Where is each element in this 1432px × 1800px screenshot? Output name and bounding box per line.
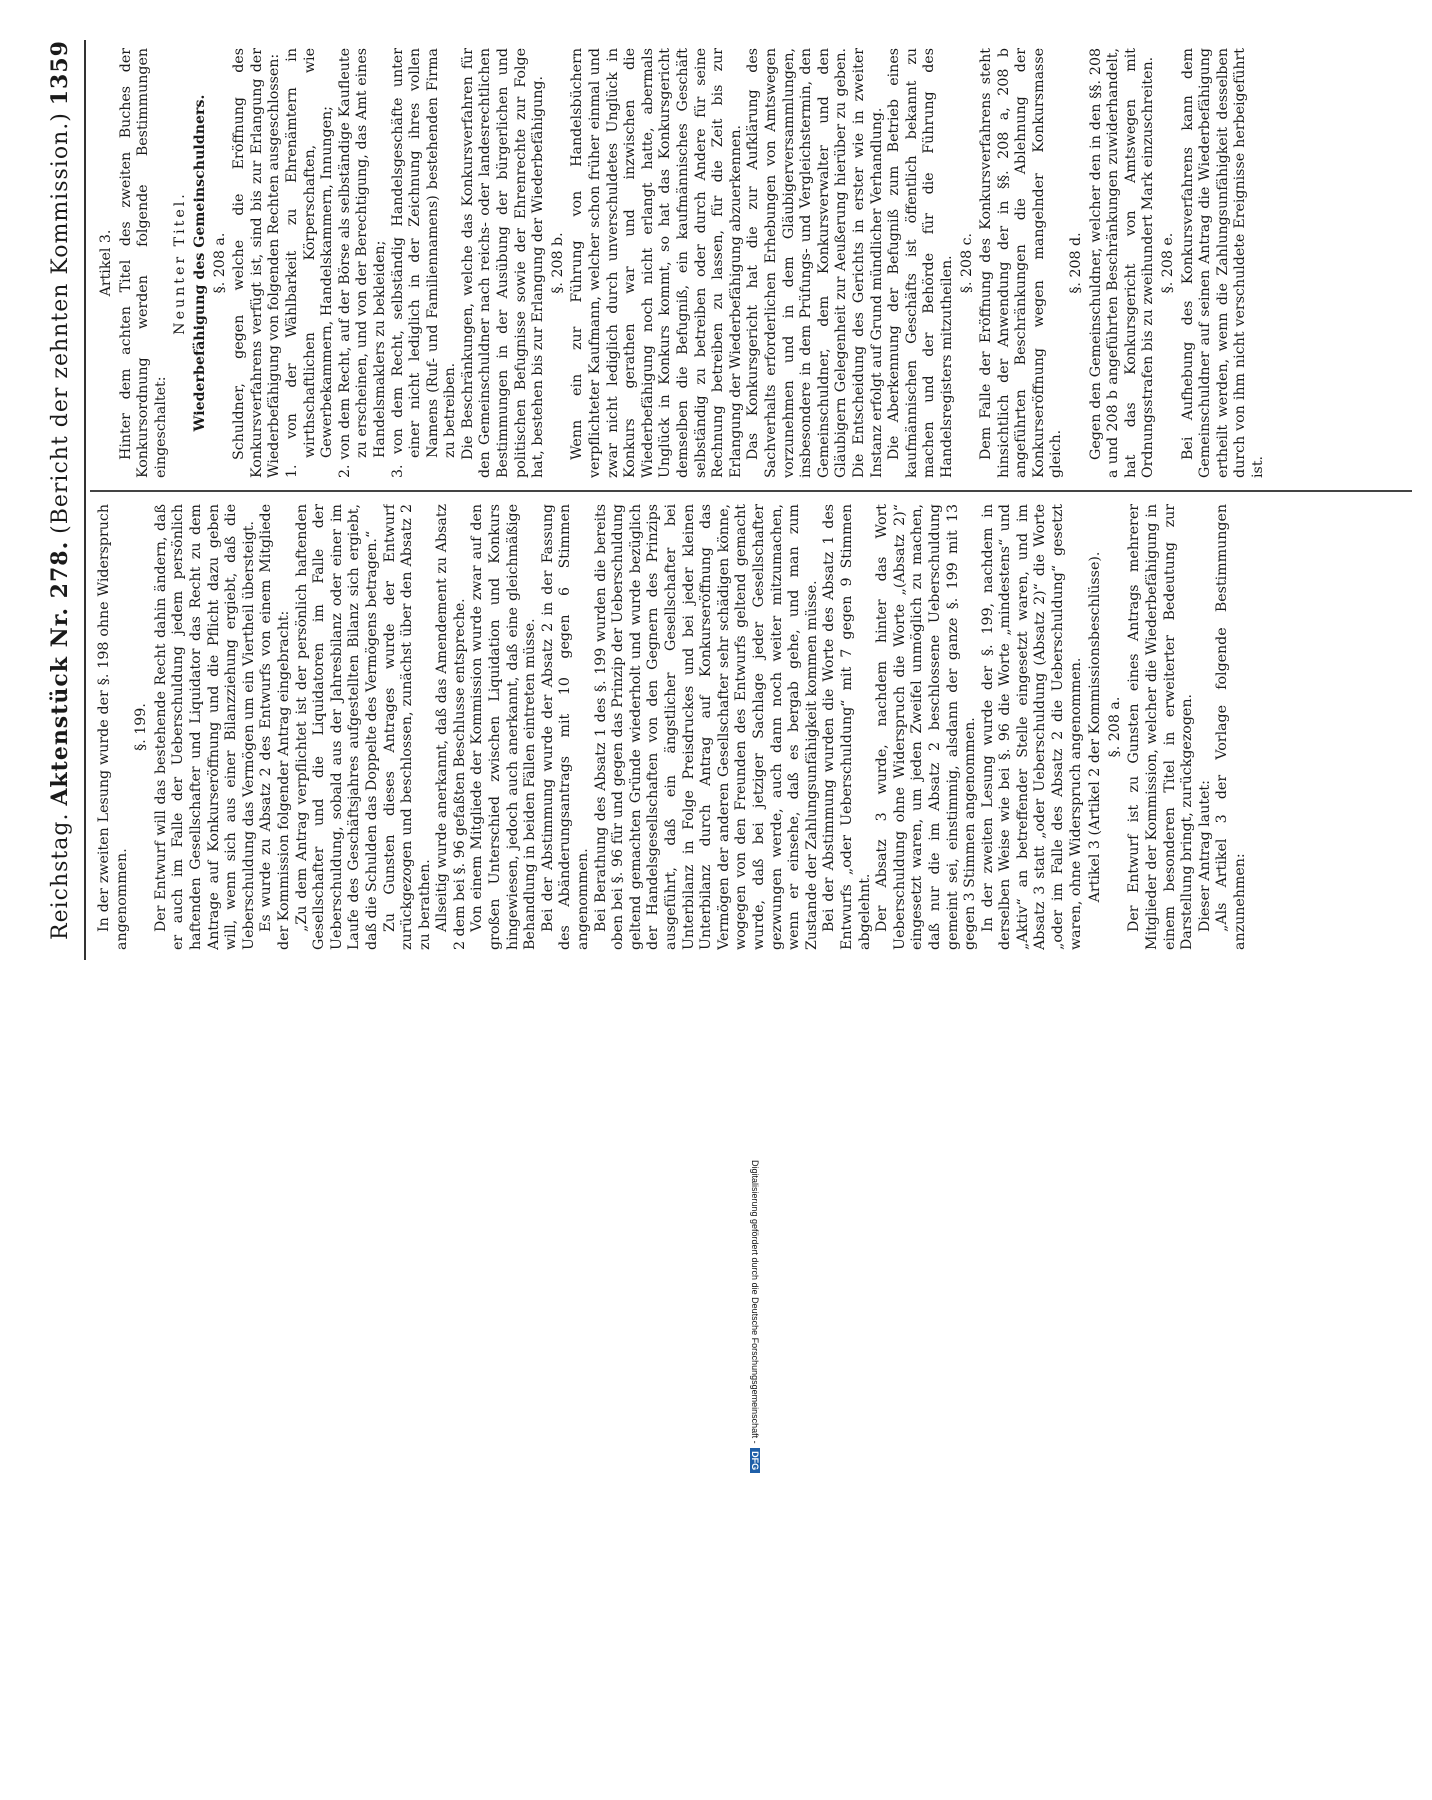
right-paragraph: Die Aberkennung der Befugniß zum Betrieb eines kaufmännischen Geschäfts ist öffentlich bekannt zu machen und der Behörde für die Führung des Handelsregisters mitzutheilen. [886, 48, 955, 478]
left-paragraph: Allseitig wurde anerkannt, daß das Amendement zu Absatz 2 dem bei §. 96 gefaßten Beschlusse entspreche. [434, 504, 468, 950]
left-paragraph: Bei der Abstimmung wurde der Absatz 2 in der Fassung des Abänderungsantrags mit 10 gegen 6 Stimmen angenommen. [539, 504, 592, 950]
left-paragraph: Es wurde zu Absatz 2 des Entwurfs von einem Mitgliede der Kommission folgender Antrag eingebracht: [258, 504, 292, 950]
left-section-heading: Artikel 3 (Artikel 2 der Kommissionsbeschlüsse). [1087, 551, 1104, 903]
left-paragraph: „Zu dem Antrag verpflichtet ist der persönlich haftenden Gesellschafter und die Liquidatoren im Falle der Ueberschuldung, sobald aus der Jahresbilanz oder einer im Laufe des Geschäftsjahres aufgestellten Bilanz sich ergiebt, daß die Schulden das Doppelte des Vermögens betragen.“ [293, 504, 380, 950]
left-paragraph: Der Entwurf ist zu Gunsten eines Antrags mehrerer Mitglieder der Kommission, welcher die Wiederbefähigung in einem besonderen Titel in erweiterter Bedeutung zur Darstellung bringt, zurückgezogen. [1126, 504, 1196, 950]
left-paragraph: Bei Berathung des Absatz 1 des §. 199 wurden die bereits oben bei §. 96 für und gegen das Prinzip der Ueberschuldung geltend gemachten Gründe wiederholt und wurde bezüglich der Handelsgesellschaften von den Gegnern des Prinzips ausgeführt, daß ein ängstlicher Gesellschafter bei Unterbilanz in Folge Preisdruckes und bei jeder kleinen Unterbilanz durch Antrag auf Konkurseröffnung das Vermögen der anderen Gesellschafter sehr schädigen könne, wogegen von den Freunden des Entwurfs geltend gemacht wurde, daß bei jetziger Sachlage jeder Gesellschafter gezwungen werde, auch dann noch weiter mitzumachen, wenn er einsehe, daß es bergab gehe, und man zum Zustande der Zahlungsunfähigkeit kommen müsse. [592, 504, 820, 950]
digitization-credit [750, 1160, 760, 1800]
left-section-heading: §. 199. [133, 703, 150, 751]
right-paragraph: Das Konkursgericht hat die zur Aufklärung des Sachverhalts erforderlichen Erhebungen von Amtswegen vorzunehmen und in dem Gläubigerversammlungen, insbesondere in dem Prüfungs- und Vergleichstermin, den Gemeinschuldner, dem Konkursverwalter und den Gläubigern Gelegenheit zur Aeußerung hierüber zu geben. Die Entscheidung des Gerichts in erster wie in zweiter Instanz erfolgt auf Grund mündlicher Verhandlung. [745, 48, 885, 478]
right-section-heading: §. 208 a. [211, 232, 228, 294]
right-section-heading: Artikel 3. [98, 229, 114, 297]
right-title-heading: Wiederbefähigung des Gemeinschuldners. [191, 94, 208, 432]
right-paragraph: Dem Falle der Eröffnung des Konkursverfahrens steht hinsichtlich der Anwendung der in §§. 208 a, 208 b angeführten Beschränkungen die Ablehnung der Konkurseröffnung wegen mangelnder Konkursmasse gleich. [978, 48, 1065, 478]
right-list-item: 1. von der Wählbarkeit zu Ehrenämtern in wirthschaftlichen Körperschaften, wie Gewerbekammern, Handelskammern, Innungen; [283, 48, 336, 478]
left-paragraph: Dieser Antrag lautet: [1196, 780, 1213, 932]
left-paragraph: Von einem Mitgliede der Kommission wurde zwar auf den großen Unterschied zwischen Liquidation und Konkurs hingewiesen, jedoch auch anerkannt, daß eine gleichmäßige Behandlung in beiden Fällen eintreten müsse. [469, 504, 539, 950]
header-rule [84, 40, 86, 960]
right-section-heading: §. 208 e. [1160, 232, 1177, 294]
dfg-badge: DFG [750, 1448, 760, 1473]
left-paragraph: Bei der Abstimmung wurden die Worte des Absatz 1 des Entwurfs „oder Ueberschuldung“ mit 7 gegen 9 Stimmen abgelehnt. [821, 504, 873, 950]
left-paragraph: „Als Artikel 3 der Vorlage folgende Bestimmungen anzunehmen: [1214, 504, 1248, 950]
right-list-item: 3. von dem Recht, selbständig Handelsgeschäfte unter einer nicht lediglich in der Zeichnung ihres vollen Namens (Ruf- und Familiennamens) bestehenden Firma zu betreiben. [389, 48, 459, 478]
header-document-number: Aktenstück Nr. 278. [47, 540, 73, 806]
left-paragraph: Der Entwurf will das bestehende Recht dahin ändern, daß er auch im Falle der Ueberschuldung jedem persönlich haftenden Gesellschafter und Liquidator das Recht zu dem Antrage auf Konkurseröffnung und die Pflicht dazu geben will, wenn sich aus einer Bilanzziehung ergiebt, daß die Ueberschuldung das Vermögen um ein Viertheil übersteigt. [152, 504, 257, 950]
right-paragraph: Wenn ein zur Führung von Handelsbüchern verpflichteter Kaufmann, welcher schon früher einmal und zwar nicht lediglich durch unverschuldetes Unglück in Konkurs gerathen war und inzwischen die Wiederbefähigung noch nicht erlangt hatte, abermals Unglück in Konkurs kommt, so hat das Konkursgericht demselben die Befugniß, ein kaufmännisches Geschäft selbständig zu betreiben oder durch Andere für seine Rechnung betreiben zu lassen, für die Zeit bis zur Erlangung der Wiederbefähigung abzuerkennen. [569, 48, 744, 478]
header-report-title: (Bericht der zehnten Kommission.) [47, 112, 73, 534]
credit-text: Digitalisierung gefördert durch die Deutsche Forschungsgemeinschaft - [750, 1160, 760, 1444]
column-divider [90, 490, 1412, 492]
right-section-heading: §. 208 c. [958, 232, 975, 294]
right-paragraph: Schuldner, gegen welche die Eröffnung des Konkursverfahrens verfügt ist, sind bis zur Erlangung der Wiederbefähigung von folgenden Rechten ausgeschlossen: [231, 48, 283, 478]
left-section-heading: §. 208 a. [1106, 696, 1123, 758]
right-section-heading: §. 208 b. [549, 232, 566, 294]
right-paragraph: Gegen den Gemeinschuldner, welcher den in den §§. 208 a und 208 b angeführten Beschränkungen zuwiderhandelt, hat das Konkursgericht von Amtswegen mit Ordnungsstrafen bis zu zweihundert Mark einzuschreiten. [1087, 48, 1157, 478]
left-paragraph: Der Absatz 3 wurde, nachdem hinter das Wort Ueberschuldung ohne Widerspruch die Worte „(Absatz 2)“ eingesetzt waren, um jeden Zweifel unmöglich zu machen, daß nur die im Absatz 2 beschlossene Ueberschuldung gemeint sei, einstimmig, alsdann der ganze §. 199 mit 13 gegen 3 Stimmen angenommen. [874, 504, 979, 950]
right-paragraph: Hinter dem achten Titel des zweiten Buches der Konkursordnung werden folgende Bestimmungen eingeschaltet: [117, 48, 169, 478]
left-paragraph: In der zweiten Lesung wurde der §. 198 ohne Widerspruch angenommen. [96, 504, 130, 950]
header-left: Reichstag. [47, 812, 73, 940]
left-paragraph: Zu Gunsten dieses Antrages wurde der Entwurf zurückgezogen und beschlossen, zunächst über den Absatz 2 zu berathen. [381, 504, 433, 950]
right-list-item: 2. von dem Recht, auf der Börse als selbständige Kaufleute zu erscheinen, und von der Berechtigung, das Amt eines Handelsmaklers zu bekleiden; [336, 48, 388, 478]
left-column [96, 504, 1412, 950]
page-number: 1359 [47, 40, 73, 106]
page-header [40, 40, 80, 940]
right-paragraph: Bei Aufhebung des Konkursverfahrens kann dem Gemeinschuldner auf seinen Antrag die Wiederbefähigung ertheilt werden, wenn die Zahlungsunfähigkeit desselben durch von ihm nicht verschuldete Ereignisse herbeigeführt ist. [1179, 48, 1266, 478]
right-title-number: Neunter Titel. [172, 191, 189, 335]
right-paragraph: Die Beschränkungen, welche das Konkursverfahren für den Gemeinschuldner nach reichs- oder landesrechtlichen Bestimmungen in der Ausübung der bürgerlichen und politischen Befugnisse sowie der Ehrenrechte zur Folge hat, bestehen bis zur Erlangung der Wiederbefähigung. [459, 48, 547, 478]
right-section-heading: §. 208 d. [1068, 232, 1085, 294]
right-column [96, 48, 1412, 478]
left-paragraph: In der zweiten Lesung wurde der §. 199, nachdem in derselben Weise wie bei §. 96 die Worte „mindestens“ und „Aktiv“ an betreffender Stelle eingesetzt waren, und im Absatz 3 statt „oder Ueberschuldung (Absatz 2)“ die Worte „oder im Falle des Absatz 2 die Ueberschuldung“ gesetzt waren, ohne Widerspruch angenommen. [979, 504, 1084, 950]
